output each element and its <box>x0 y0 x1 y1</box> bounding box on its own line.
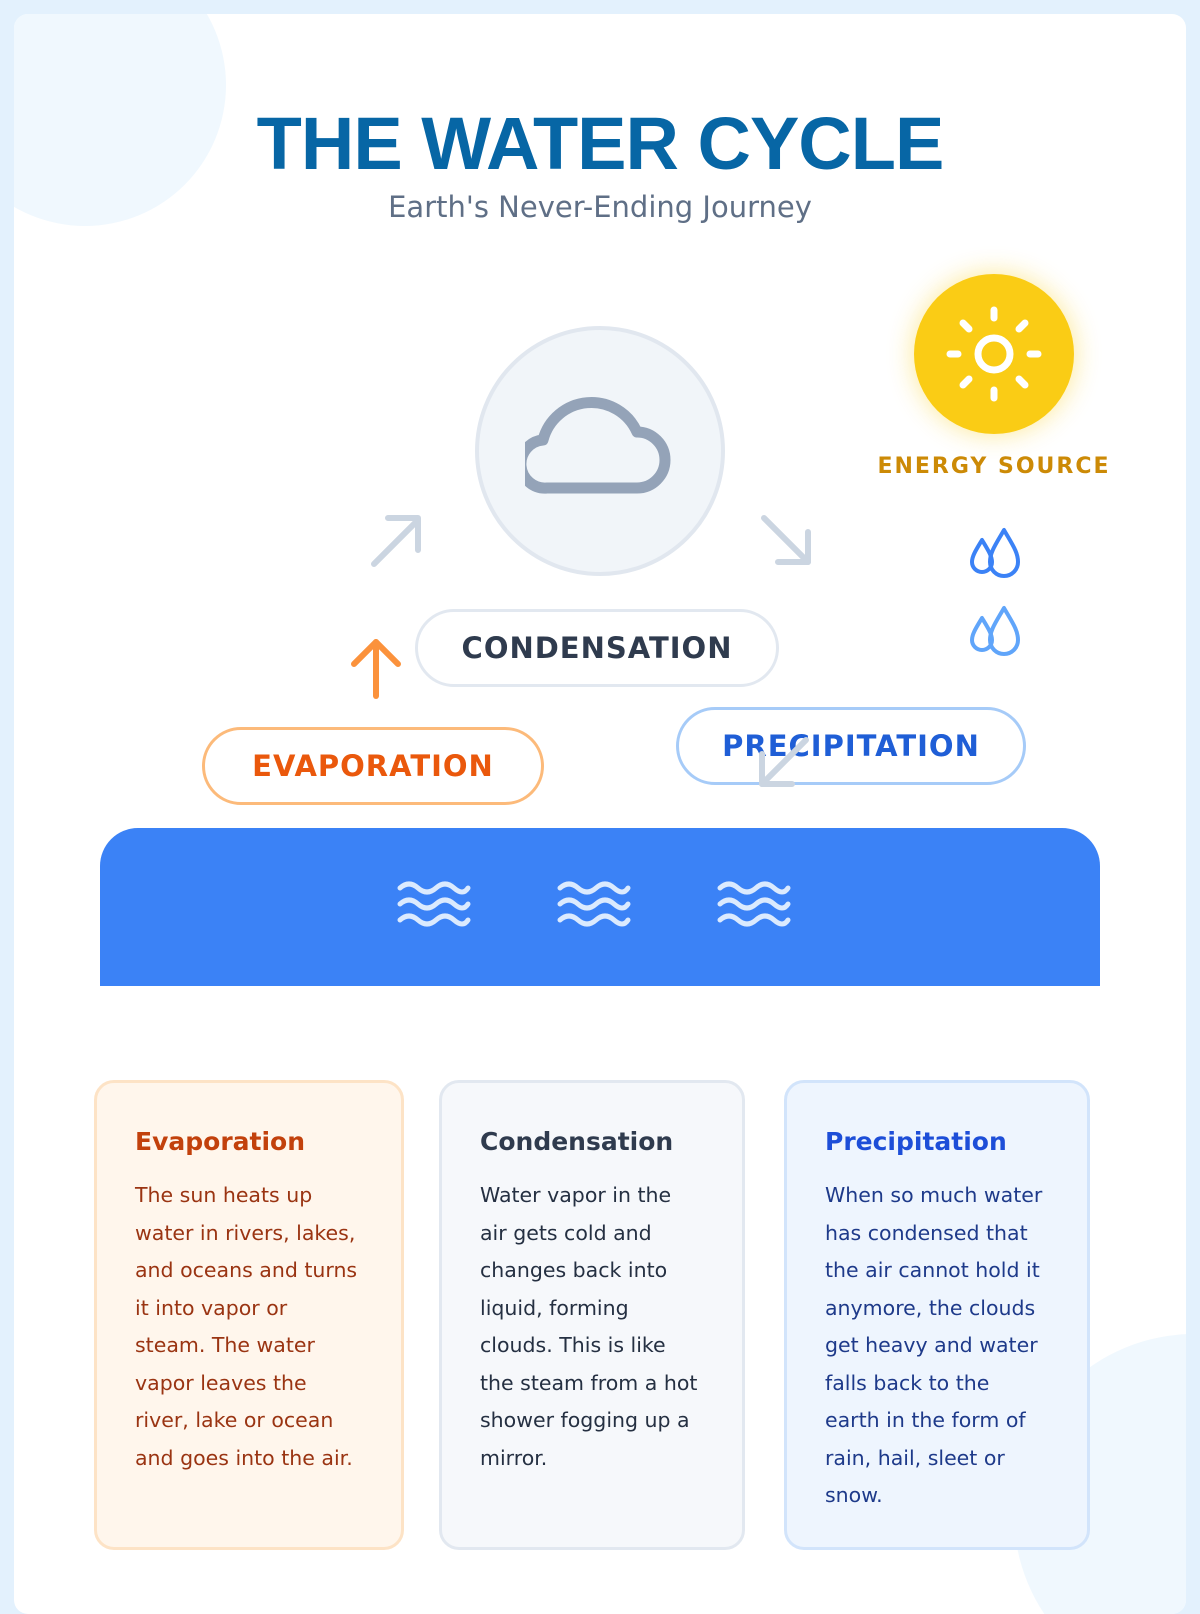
precipitation-card <box>784 1080 1090 1550</box>
page-title: THE WATER CYCLE <box>256 102 944 185</box>
precipitation-card-title: Precipitation <box>825 1127 1007 1156</box>
waves-icon <box>556 876 632 936</box>
cloud-circle <box>475 326 725 576</box>
precipitation-label: PRECIPITATION <box>676 707 1026 785</box>
sun-icon <box>944 304 1044 404</box>
sun <box>914 274 1074 434</box>
energy-source-label: ENERGY SOURCE <box>877 454 1111 479</box>
waves-icon <box>396 876 472 936</box>
water-drops-icon <box>964 526 1028 590</box>
cloud-icon <box>525 384 675 504</box>
arrow-up-icon <box>348 636 404 700</box>
arrow-down-right-icon <box>756 510 820 574</box>
water-body <box>100 828 1100 986</box>
condensation-card-text: Water vapor in the air gets cold and changes back into liquid, forming clouds. This is like the steam from a hot shower fogging up a mirror. <box>480 1183 698 1470</box>
arrow-down-left-icon <box>752 732 816 796</box>
evaporation-card-text: The sun heats up water in rivers, lakes, and oceans and turns it into vapor or steam. The water vapor leaves the river, lake or ocean and goes into the air. <box>135 1183 358 1470</box>
evaporation-card-title: Evaporation <box>135 1127 306 1156</box>
waves-icon <box>716 876 792 936</box>
evaporation-label: EVAPORATION <box>202 727 544 805</box>
evaporation-card <box>94 1080 404 1550</box>
water-drops-icon <box>964 604 1028 668</box>
arrow-up-right-icon <box>366 510 430 574</box>
condensation-label: CONDENSATION <box>415 609 779 687</box>
page-subtitle: Earth's Never-Ending Journey <box>388 190 812 224</box>
precipitation-card-text: When so much water has condensed that the air cannot hold it anymore, the clouds get heavy and water falls back to the earth in the form of rain, hail, sleet or snow. <box>825 1183 1043 1507</box>
infographic-card <box>14 14 1186 1614</box>
condensation-card-title: Condensation <box>480 1127 674 1156</box>
condensation-card <box>439 1080 745 1550</box>
